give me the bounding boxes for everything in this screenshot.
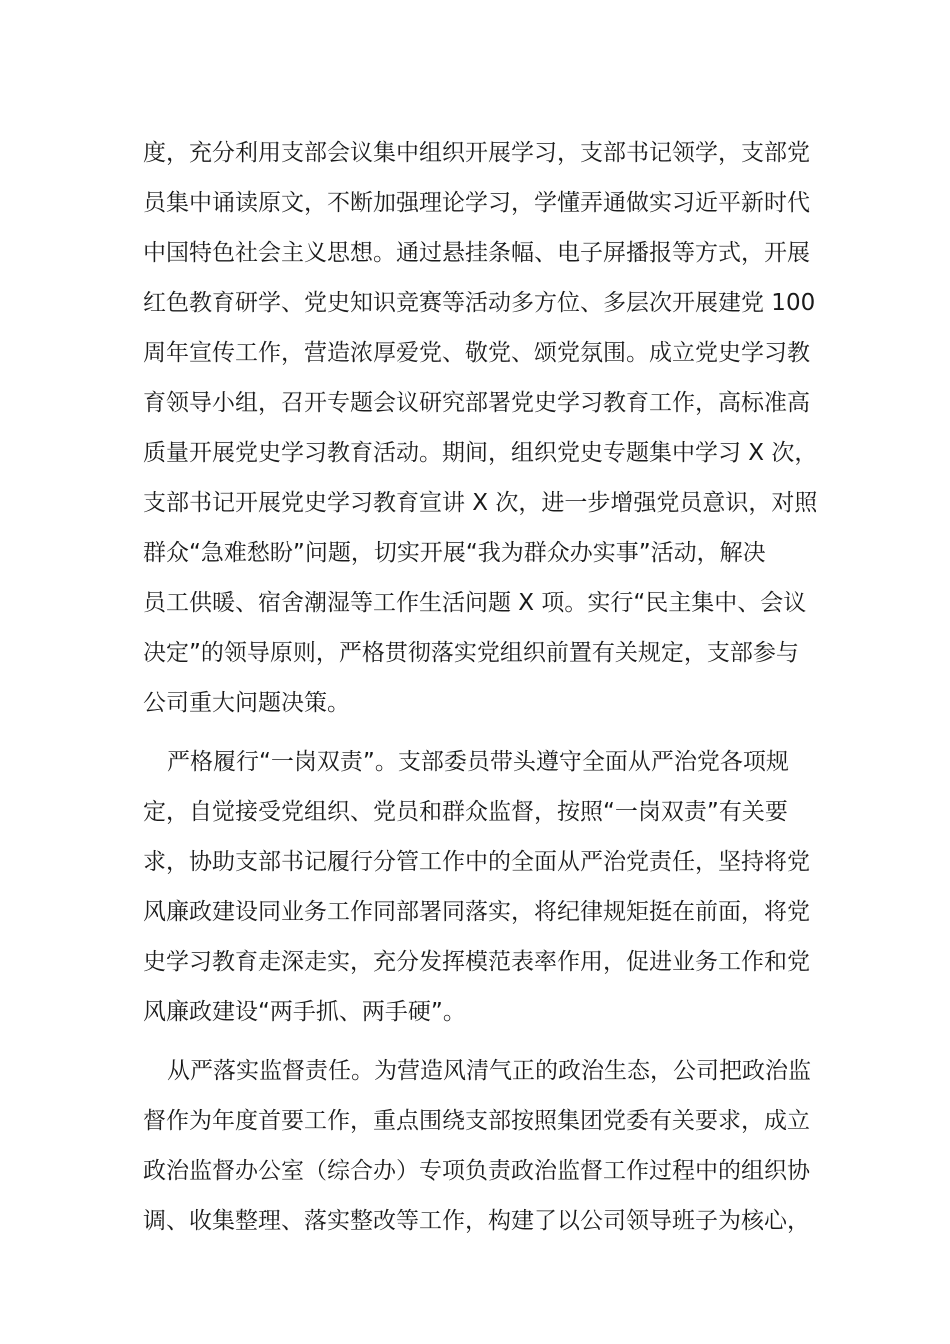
paragraph-supervision-responsibility bbox=[143, 1046, 811, 1246]
text-line: 史学习教育走深走实，充分发挥模范表率作用，促进业务工作和党 bbox=[143, 949, 810, 975]
paragraph-theory-study bbox=[143, 128, 818, 728]
text-line: 支部书记开展党史学习教育宣讲 X 次，进一步增强党员意识，对照 bbox=[143, 490, 818, 516]
text-line: 决定”的领导原则，严格贯彻落实党组织前置有关规定，支部参与 bbox=[143, 640, 799, 666]
text-line: 员工供暖、宿舍潮湿等工作生活问题 X 项。实行“民主集中、会议 bbox=[143, 590, 807, 616]
text-line: 公司重大问题决策。 bbox=[143, 690, 350, 716]
document-body bbox=[143, 128, 818, 1246]
paragraph-spacer bbox=[143, 728, 807, 737]
text-line: 中国特色社会主义思想。通过悬挂条幅、电子屏播报等方式，开展 bbox=[143, 240, 810, 266]
text-line: 质量开展党史学习教育活动。期间，组织党史专题集中学习 X 次， bbox=[143, 440, 818, 466]
text-line: 风廉政建设“两手抓、两手硬”。 bbox=[143, 999, 466, 1025]
text-line: 督作为年度首要工作，重点围绕支部按照集团党委有关要求，成立 bbox=[143, 1108, 810, 1134]
text-line: 定，自觉接受党组织、党员和群众监督，按照“一岗双责”有关要 bbox=[143, 799, 788, 825]
text-line: 求，协助支部书记履行分管工作中的全面从严治党责任，坚持将党 bbox=[143, 849, 810, 875]
text-line: 风廉政建设同业务工作同部署同落实，将纪律规矩挺在前面，将党 bbox=[143, 899, 810, 925]
paragraph-spacer bbox=[143, 1037, 807, 1046]
text-line: 红色教育研学、党史知识竞赛等活动多方位、多层次开展建党 100 bbox=[143, 290, 816, 316]
text-line: 严格履行“一岗双责”。支部委员带头遵守全面从严治党各项规 bbox=[167, 749, 789, 775]
text-line: 政治监督办公室（综合办）专项负责政治监督工作过程中的组织协 bbox=[143, 1158, 810, 1184]
text-line: 群众“急难愁盼”问题，切实开展“我为群众办实事”活动，解决 bbox=[143, 540, 766, 566]
paragraph-dual-responsibility bbox=[143, 737, 810, 1037]
text-line: 育领导小组，召开专题会议研究部署党史学习教育工作，高标准高 bbox=[143, 390, 810, 416]
text-line: 度，充分利用支部会议集中组织开展学习，支部书记领学，支部党 bbox=[143, 140, 810, 166]
text-line: 周年宣传工作，营造浓厚爱党、敬党、颂党氛围。成立党史学习教 bbox=[143, 340, 810, 366]
text-line: 员集中诵读原文，不断加强理论学习，学懂弄通做实习近平新时代 bbox=[143, 190, 810, 216]
text-line: 从严落实监督责任。为营造风清气正的政治生态，公司把政治监 bbox=[167, 1058, 811, 1084]
text-line: 调、收集整理、落实整改等工作，构建了以公司领导班子为核心， bbox=[143, 1208, 810, 1234]
